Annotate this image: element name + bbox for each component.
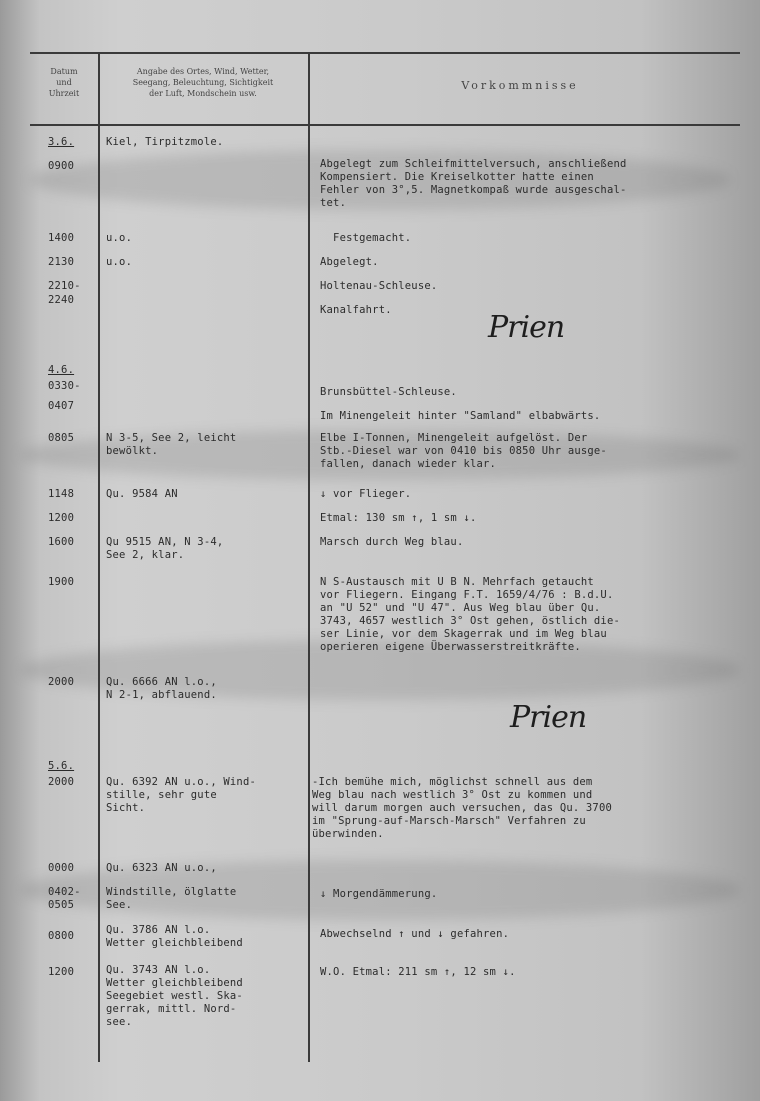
entry-date: 1200 [48,966,75,978]
entry-date: 1900 [48,576,75,588]
entry-event: W.O. Etmal: 211 sm ↑, 12 sm ↓. [320,966,516,978]
entry-date: 0407 [48,400,75,412]
entry-date: 3.6. [48,136,75,148]
entry-event: Abgelegt zum Schleifmittelversuch, anschließend Kompensiert. Die Kreiselkotter hatte einen Fehler von 3°,5. Magnetkompaß wurde ausgeschal- tet. [320,158,627,209]
entry-event: N S-Austausch mit U B N. Mehrfach getaucht vor Fliegern. Eingang F.T. 1659/4/76 : B.d.U. an "U 52" und "U 47". Aus Weg blau über Qu. 3743, 4657 westlich 3° Ost gehen, östlich die- ser Linie, vor dem Skagerrak und im Weg blau operieren eigene Überwasserstreitkräfte. [320,576,620,653]
entry-event: Abwechselnd ↑ und ↓ gefahren. [320,928,510,940]
entry-event: Brunsbüttel-Schleuse. [320,386,457,398]
entry-location: Qu 9515 AN, N 3-4, See 2, klar. [106,536,224,561]
entry-date: 2210- [48,280,81,292]
entry-date: 1400 [48,232,75,244]
entry-location: Qu. 9584 AN [106,488,178,500]
entry-event: Abgelegt. [320,256,379,268]
entry-event: Marsch durch Weg blau. [320,536,464,548]
entry-date: 0000 [48,862,75,874]
entry-date: 2000 [48,776,75,788]
entry-date: 0402- 0505 [48,886,81,911]
entry-date: 5.6. [48,760,75,772]
entry-event: Im Minengeleit hinter "Samland" elbabwärts. [320,410,601,422]
entry-location: Kiel, Tirpitzmole. [106,136,224,148]
entry-event: Holtenau-Schleuse. [320,280,438,292]
entry-date: 2000 [48,676,75,688]
entry-event: ↓ vor Flieger. [320,488,412,500]
column-rule-location [308,52,310,1062]
header-events: Vorkommnisse [461,79,579,92]
entry-date: 0800 [48,930,75,942]
entry-event: Etmal: 130 sm ↑, 1 sm ↓. [320,512,477,524]
entry-date: 2240 [48,294,75,306]
header-top-rule [30,52,740,54]
commander-signature: Prien [510,700,587,735]
entry-event: -Ich bemühe mich, möglichst schnell aus dem Weg blau nach westlich 3° Ost zu kommen und will darum morgen auch versuchen, das Qu. 3700 im "Sprung-auf-Marsch-Marsch" Verfahren zu überwinden. [312,776,612,840]
column-rule-date [98,52,100,1062]
entry-location: N 3-5, See 2, leicht bewölkt. [106,432,237,457]
entry-date: 1600 [48,536,75,548]
entry-location: Qu. 3743 AN l.o. Wetter gleichbleibend Seegebiet westl. Ska- gerrak, mittl. Nord- see. [106,964,243,1028]
entry-event: Elbe I-Tonnen, Minengeleit aufgelöst. Der Stb.-Diesel war von 0410 bis 0850 Uhr ausge- fallen, danach wieder klar. [320,432,607,470]
entry-date: 0805 [48,432,75,444]
entry-location: Qu. 6666 AN l.o., N 2-1, abflauend. [106,676,217,701]
entry-date: 1148 [48,488,75,500]
entry-location: Windstille, ölglatte See. [106,886,237,911]
header-location-weather: Angabe des Ortes, Wind, Wetter, Seegang, Beleuchtung, Sichtigkeit der Luft, Mondschein usw. [132,67,274,98]
entry-location: Qu. 6392 AN u.o., Wind- stille, sehr gute Sicht. [106,776,256,814]
entry-location: Qu. 3786 AN l.o. Wetter gleichbleibend [106,924,243,949]
entry-date: 0900 [48,160,75,172]
entry-date: 1200 [48,512,75,524]
entry-date: 4.6. [48,364,75,376]
entry-location: u.o. [106,256,133,268]
header-bottom-rule [30,124,740,126]
entry-event: Festgemacht. [320,232,412,244]
entry-date: 0330- [48,380,81,392]
entry-event: ↓ Morgendämmerung. [320,888,438,900]
entry-event: Kanalfahrt. [320,304,392,316]
entry-date: 2130 [48,256,75,268]
commander-signature: Prien [488,310,565,345]
entry-location: u.o. [106,232,133,244]
entry-location: Qu. 6323 AN u.o., [106,862,217,874]
header-date-time: Datum und Uhrzeit [48,67,80,98]
